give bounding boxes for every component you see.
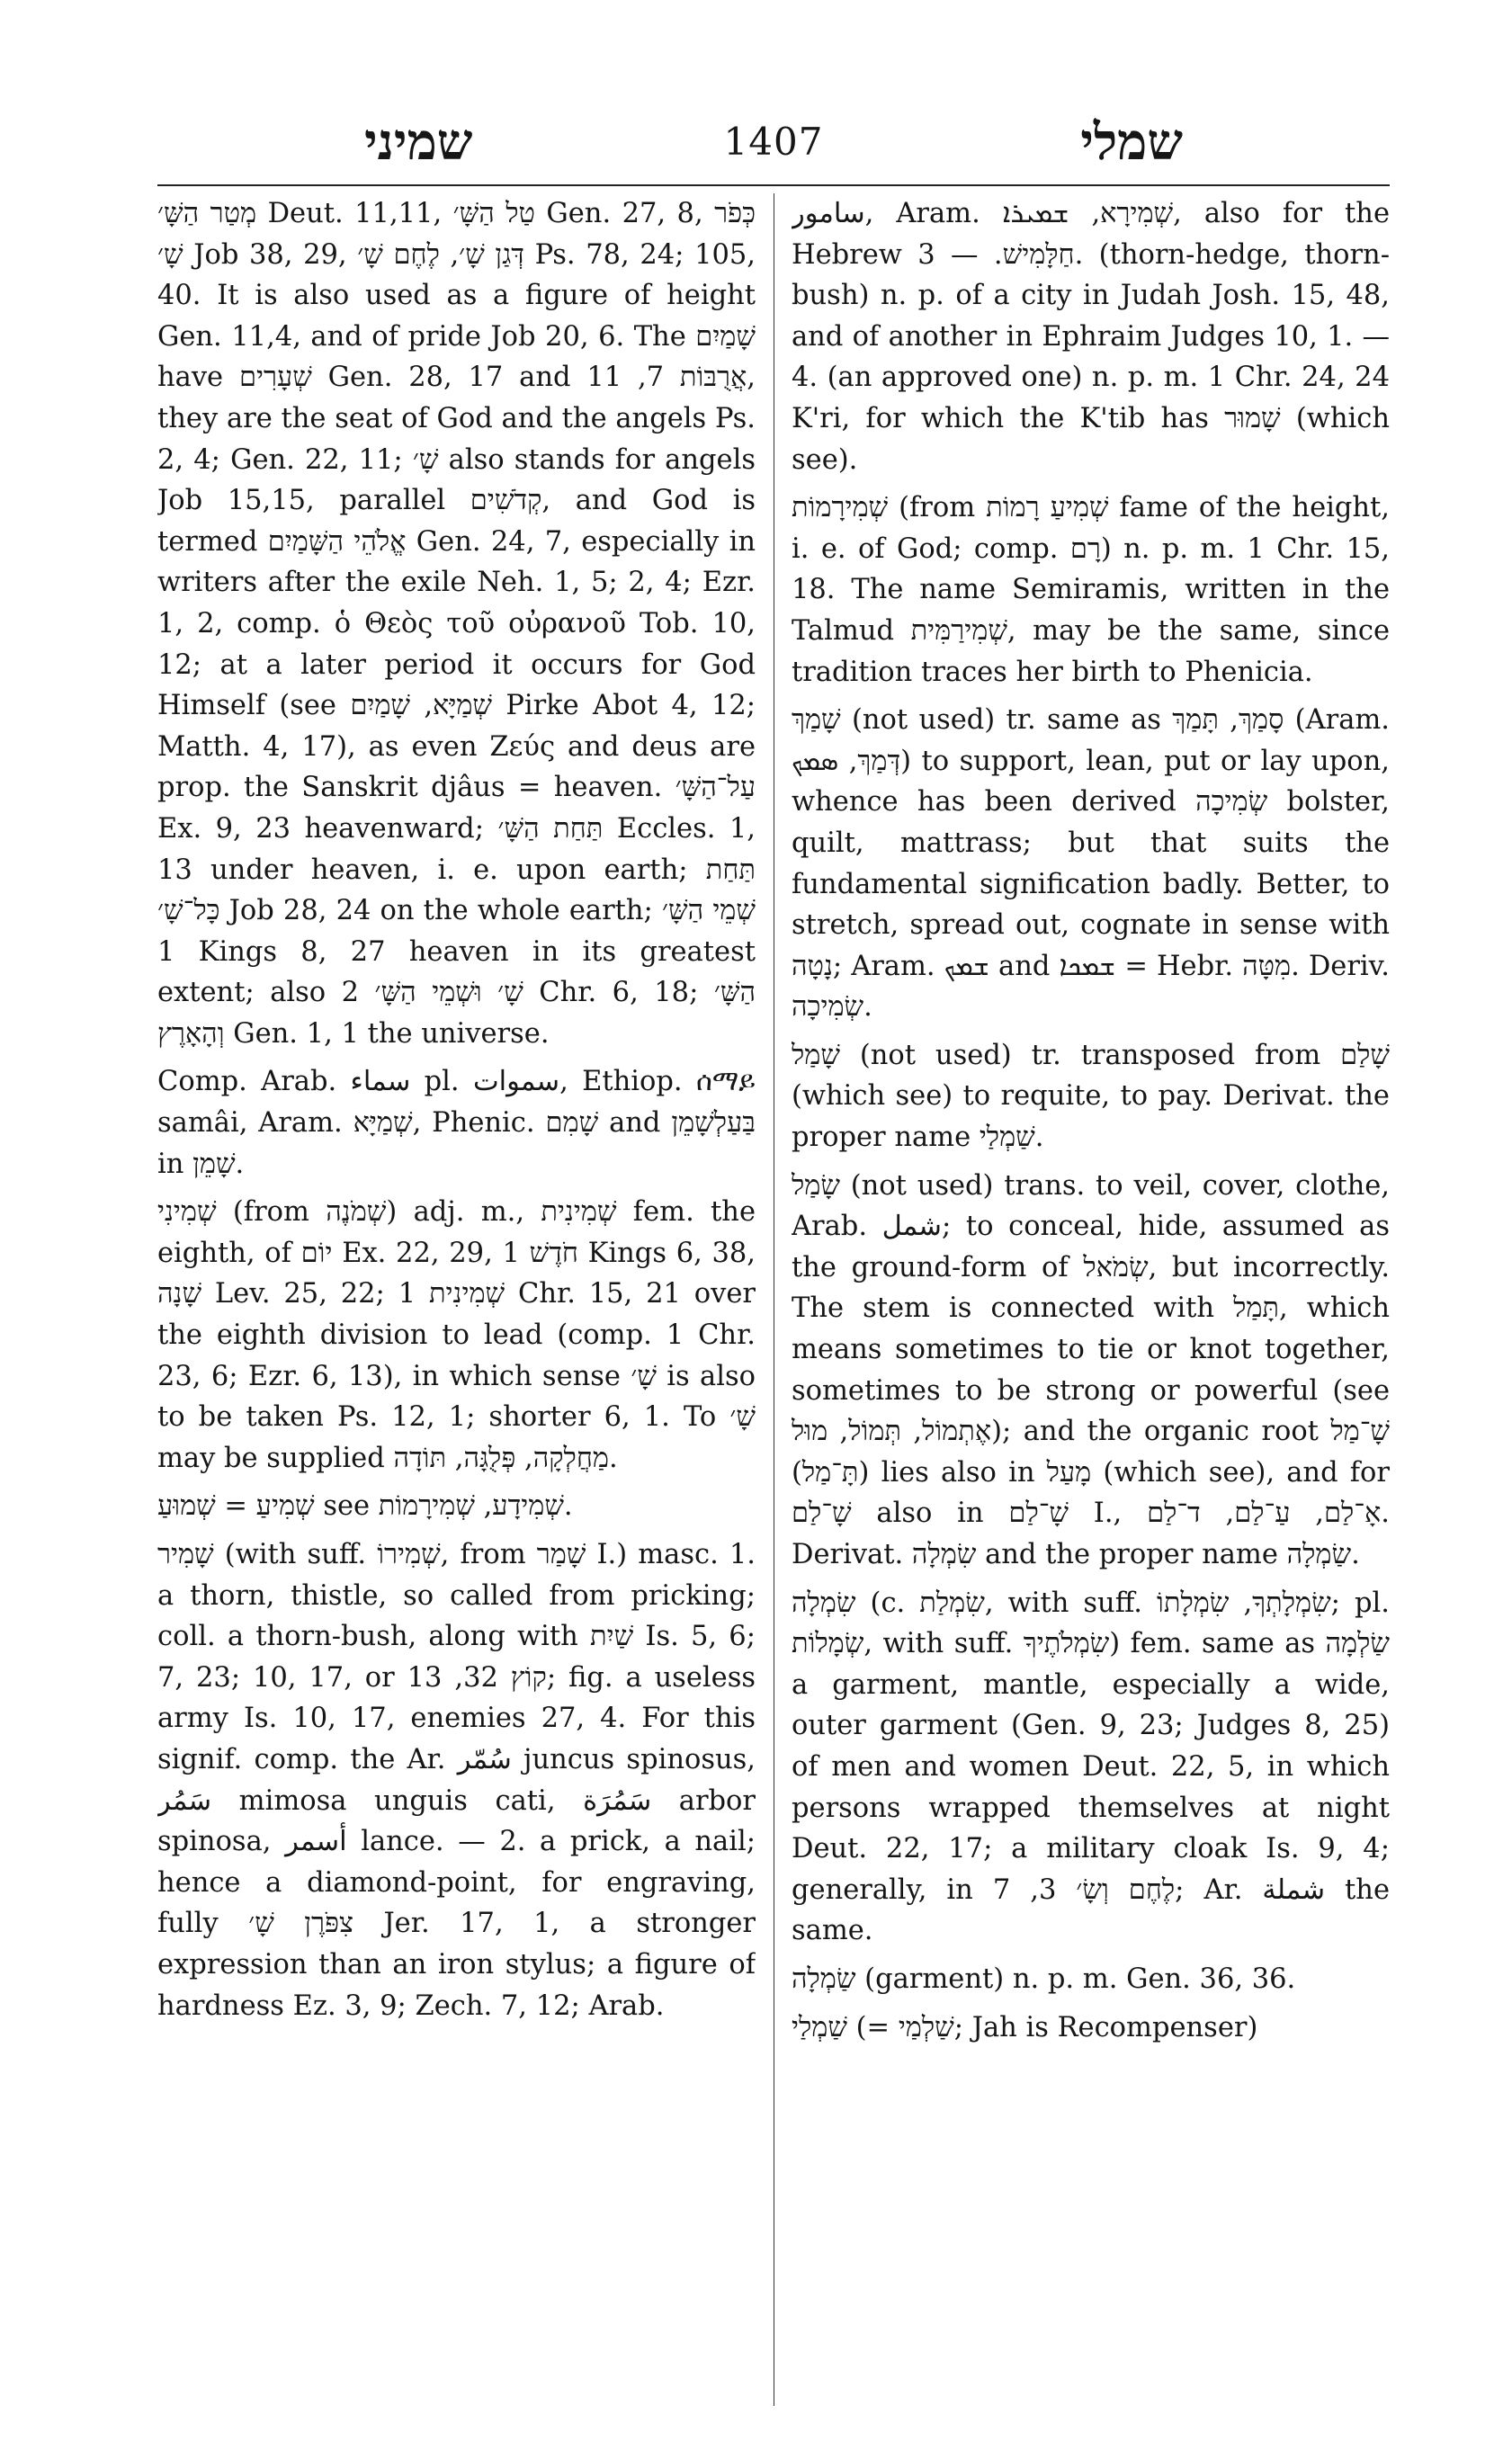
- running-head-left-word: שמיני: [364, 112, 473, 172]
- header-rule: [157, 184, 1390, 186]
- entry-samlah-name: שַׂמְלָה (garment) n. p. m. Gen. 36, 36.: [792, 1963, 1296, 1995]
- entry-shemiramot: שְׁמִירָמוֹת (from שְׁמִיעַ רָמוֹת fame of the height, i. e. of God; comp. רָם) n. p. m. 1 Chr. 15, 18. The name Semiramis, written in the Talmud שְׁמִירַמִּית, may be the same, since tradition traces her birth to Phenicia.: [792, 492, 1390, 688]
- entry-simlah: שִׂמְלָה (c. שִׂמְלַת, with suff. שִׂמְלָתְךָ, שִׂמְלָתוֹ; pl. שְׂמָלוֹת, with suff. שִׂמְלֹתֶיךָ) fem. same as שַׂלְמָה a garment, mantle, especially a wide, outer garment (Gen. 9, 23; Judges 8, 25) of men and women Deut. 22, 5, in which persons wrapped themselves at night Deut. 22, 17; a military cloak Is. 9, 4; generally, in לֶחֶם וְשָׂ׳ 3, 7; Ar. شملة the same.: [792, 1587, 1390, 1947]
- entry-shamal-1: שָׁמַל (not used) tr. transposed from שָׁלַם (which see) to requite, to pay. Derivat. the proper name שַׁמְלַי.: [792, 1039, 1390, 1154]
- entry-comparison-arab: Comp. Arab. سماء pl. سموات, Ethiop. ሰማይ samâi, Aram. שְׁמַיָּא, Phenic. שָׁמִם and בַּעַלְשָׁמֵן in שָׁמֵן.: [157, 1066, 756, 1180]
- entry-shamakh: שָׁמַךְ (not used) tr. same as סָמַךְ, תָּמַךְ (Aram. דְּמַךְ, ܣܡܟ) to support, lean, put or lay upon, whence has been derived שְׂמִיכָה bolster, quilt, mattrass; but that suits the fundamental signification badly. Better, to stretch, spread out, cognate in sense with נָטָה; Aram. ܫܡܟ and ܫܡܟܐ = Hebr. מִטָּה. Deriv. שְׂמִיכָה.: [792, 704, 1390, 1024]
- entry-shamir-cont: سامور, Aram. שְׁמִירָא, ܫܡܝܪܐ, also for the Hebrew חַלָּמִישׁ. — 3. (thorn-hedge, thorn-bush) n. p. of a city in Judah Josh. 15, 48, and of another in Ephraim Judges 10, 1. — 4. (an approved one) n. p. m. 1 Chr. 24, 24 K'ri, for which the K'tib has שָׁמוּר (which see).: [792, 198, 1390, 476]
- entry-shamir: שָׁמִיר (with suff. שְׁמִירוֹ, from שָׁמַר I.) masc. 1. a thorn, thistle, so called from pricking; coll. a thorn-bush, along with שַׁיִת Is. 5, 6; 7, 23; 10, 17, or קוֹץ 32, 13; fig. a useless army Is. 10, 17, enemies 27, 4. For this signif. comp. the Ar. سُمّر juncus spinosus, سَمُر mimosa unguis cati, سَمُرَة arbor spinosa, أسمر lance. — 2. a prick, a nail; hence a diamond-point, for engraving, fully צִפֹּרֶן שָׁ׳ Jer. 17, 1, a stronger expression than an iron stylus; a figure of hardness Ez. 3, 9; Zech. 7, 12; Arab.: [157, 1539, 756, 2022]
- page-number: 1407: [723, 120, 824, 164]
- entry-shemini: שְׁמִינִי (from שְׁמֹנֶה) adj. m., שְׁמִינִית fem. the eighth, of יוֹם Ex. 22, 29, חֹדֶשׁ 1 Kings 6, 38, שָׁנָה Lev. 25, 22; שְׁמִינִית 1 Chr. 15, 21 over the eighth division to lead (comp. 1 Chr. 23, 6; Ezr. 6, 13), in which sense שָׁ׳ is also to be taken Ps. 12, 1; shorter 6, 1. To שָׁ׳ may be supplied מַחֲלְקָה, פְּלֻגָּה, תּוֹדָה.: [157, 1196, 756, 1474]
- entry-shamayim-cont: מְטַר הַשָּׁ׳ Deut. 11,11, טַל הַשָּׁ׳ Gen. 27, 8, כְּפֹר שָׁ׳ Job 38, 29, דְּגַן שָׁ׳, לֶחֶם שָׁ׳ Ps. 78, 24; 105, 40. It is also used as a figure of height Gen. 11,4, and of pride Job 20, 6. The שָׁמַיִם have שְׁעָרִים Gen. 28, 17 and אֲרֻבּוֹת 7, 11, they are the seat of God and the angels Ps. 2, 4; Gen. 22, 11; שָׁ׳ also stands for angels Job 15,15, parallel קְדֹשִׁים, and God is termed אֱלֹהֵי הַשָּׁמַיִם Gen. 24, 7, especially in writers after the exile Neh. 1, 5; 2, 4; Ezr. 1, 2, comp. ὁ Θεὸς τοῦ οὐρανοῦ Tob. 10, 12; at a later period it occurs for God Himself (see שְׁמַיָּא, שָׁמַיִם Pirke Abot 4, 12; Matth. 4, 17), as even Ζεύς and deus are prop. the Sanskrit djâus = heaven. עַל־הַשָּׁ׳ Ex. 9, 23 heavenward; תַּחַת הַשָּׁ׳ Eccles. 1, 13 under heaven, i. e. upon earth; תַּחַת כָּל־שָׁ׳ Job 28, 24 on the whole earth; שְׁמֵי הַשָּׁ׳ 1 Kings 8, 27 heaven in its greatest extent; also שָׁ׳ וּשְׁמֵי הַשָּׁ׳ 2 Chr. 6, 18; הַשָּׁ׳ וְהָאָרֶץ Gen. 1, 1 the universe.: [157, 198, 756, 1050]
- running-head: [157, 112, 1390, 184]
- left-column: [157, 193, 756, 2406]
- entry-samal: שָׂמַל (not used) trans. to veil, cover, clothe, Arab. شمل; to conceal, hide, assumed as the ground-form of שְׂמֹאל, but incorrectly. The stem is connected with תָּמַל, which means sometimes to tie or knot together, sometimes to be strong or powerful (see אֶתְמוֹל, תְּמוֹל, מוּל); and the organic root שָׁ־מַל (תָּ־מַל) lies also in מָעַל (which see), and for שָׁ־לַם also in שָׁ־לַם I., אָ־לַם, עַ־לַם, ד־לַם. Derivat. שִׂמְלָה and the proper name שַׂמְלָה.: [792, 1169, 1390, 1570]
- entry-shemia: שְׁמִיעַ = שְׁמוּעַ see שְׁמִידָע, שְׁמִירָמוֹת.: [157, 1490, 573, 1523]
- entry-shamlai: שַׁמְלַי (= שַׁלְמַי; Jah is Recompenser): [792, 2011, 1258, 2043]
- running-head-right-word: שמלי: [1080, 112, 1183, 172]
- right-column: [792, 193, 1390, 2406]
